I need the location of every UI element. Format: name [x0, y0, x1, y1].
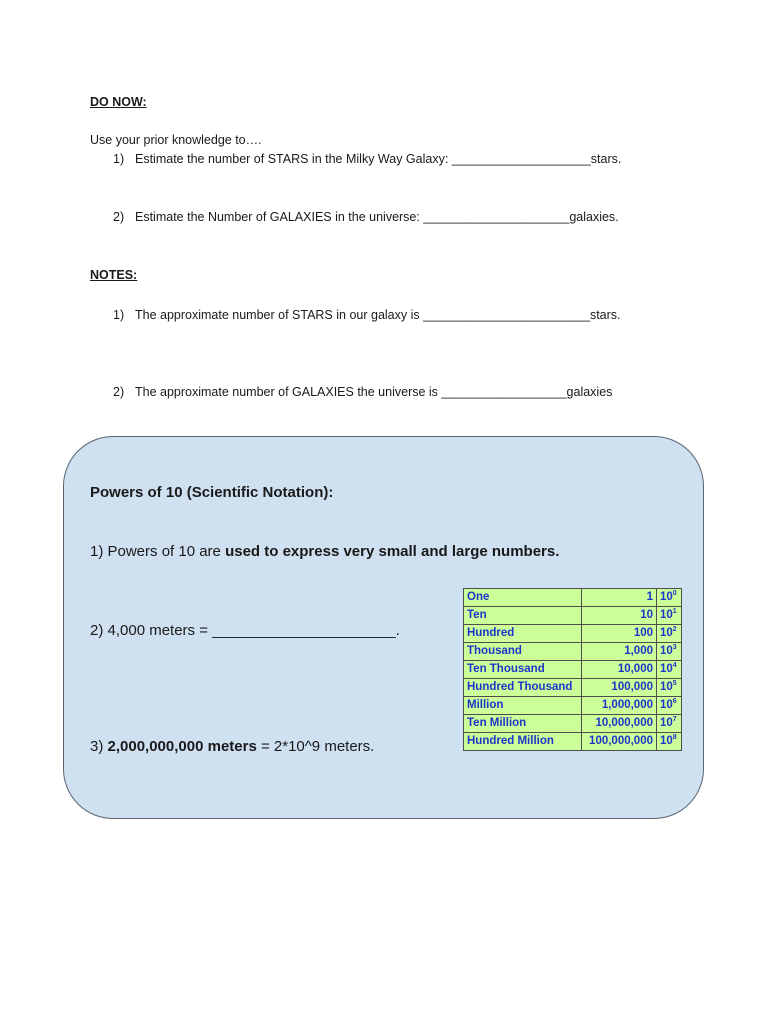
- do-now-heading: DO NOW:: [90, 95, 147, 109]
- row-name: Ten: [464, 607, 582, 625]
- point-1-bold: used to express very small and large numbers.: [225, 543, 560, 560]
- row-name: Hundred: [464, 625, 582, 643]
- notes-item-1: [113, 308, 621, 322]
- row-name: Thousand: [464, 643, 582, 661]
- point-1-text: 1) Powers of 10 are: [90, 543, 226, 560]
- row-name: Ten Million: [464, 715, 582, 733]
- row-value: 10,000: [582, 661, 657, 679]
- item-number: 1): [113, 308, 125, 322]
- power-base: 10: [660, 645, 673, 657]
- row-power: [657, 715, 682, 733]
- point-3-suffix: = 2*10^9 meters.: [256, 738, 375, 755]
- powers-title: Powers of 10 (Scientific Notation):: [90, 484, 334, 501]
- table-row: [464, 679, 682, 697]
- row-power: [657, 607, 682, 625]
- row-power: [657, 697, 682, 715]
- row-value: 10,000,000: [582, 715, 657, 733]
- do-now-intro: Use your prior knowledge to….: [90, 133, 262, 147]
- point-3-prefix: 3): [90, 738, 108, 755]
- notes-heading: NOTES:: [90, 268, 138, 282]
- row-name: Hundred Million: [464, 733, 582, 751]
- row-value: 100,000: [582, 679, 657, 697]
- row-value: 100,000,000: [582, 733, 657, 751]
- power-exponent: 7: [672, 716, 677, 724]
- power-base: 10: [660, 699, 673, 711]
- table-row: [464, 661, 682, 679]
- row-name: Ten Thousand: [464, 661, 582, 679]
- power-base: 10: [660, 717, 673, 729]
- row-value: 1,000: [582, 643, 657, 661]
- row-value: 10: [582, 607, 657, 625]
- power-exponent: 3: [672, 644, 677, 652]
- row-power: [657, 733, 682, 751]
- powers-of-ten-table: [463, 588, 682, 751]
- item-text: Estimate the Number of GALAXIES in the universe: _____________________galaxies.: [135, 210, 619, 224]
- powers-point-1: [90, 543, 559, 560]
- table-row: [464, 625, 682, 643]
- power-base: 10: [660, 681, 673, 693]
- item-number: 1): [113, 152, 125, 166]
- row-power: [657, 679, 682, 697]
- power-exponent: 2: [672, 626, 677, 634]
- table-row: [464, 733, 682, 751]
- row-value: 1,000,000: [582, 697, 657, 715]
- point-3-bold: 2,000,000,000 meters: [107, 738, 257, 755]
- row-name: One: [464, 589, 582, 607]
- table-row: [464, 643, 682, 661]
- row-value: 1: [582, 589, 657, 607]
- row-name: Million: [464, 697, 582, 715]
- power-base: 10: [660, 591, 673, 603]
- power-base: 10: [660, 627, 673, 639]
- power-exponent: 6: [672, 698, 677, 706]
- row-power: [657, 661, 682, 679]
- row-power: [657, 625, 682, 643]
- power-exponent: 4: [672, 662, 677, 670]
- row-name: Hundred Thousand: [464, 679, 582, 697]
- item-number: 2): [113, 210, 125, 224]
- table-row: [464, 697, 682, 715]
- item-text: The approximate number of GALAXIES the universe is __________________galaxies: [135, 385, 613, 399]
- table-row: [464, 607, 682, 625]
- table-row: [464, 715, 682, 733]
- power-exponent: 1: [672, 608, 677, 616]
- row-value: 100: [582, 625, 657, 643]
- power-base: 10: [660, 735, 673, 747]
- power-base: 10: [660, 609, 673, 621]
- do-now-item-1: [113, 152, 621, 166]
- power-exponent: 8: [672, 734, 677, 742]
- row-power: [657, 643, 682, 661]
- power-exponent: 5: [672, 680, 677, 688]
- do-now-item-2: [113, 210, 619, 224]
- powers-point-2: 2) 4,000 meters = ______________________.: [90, 622, 400, 639]
- item-number: 2): [113, 385, 125, 399]
- item-text: The approximate number of STARS in our galaxy is ________________________stars.: [135, 308, 621, 322]
- power-base: 10: [660, 663, 673, 675]
- powers-point-3: [90, 738, 374, 755]
- row-power: [657, 589, 682, 607]
- item-text: Estimate the number of STARS in the Milky Way Galaxy: ____________________stars.: [135, 152, 622, 166]
- table-row: [464, 589, 682, 607]
- power-exponent: 0: [672, 590, 677, 598]
- notes-item-2: [113, 385, 612, 399]
